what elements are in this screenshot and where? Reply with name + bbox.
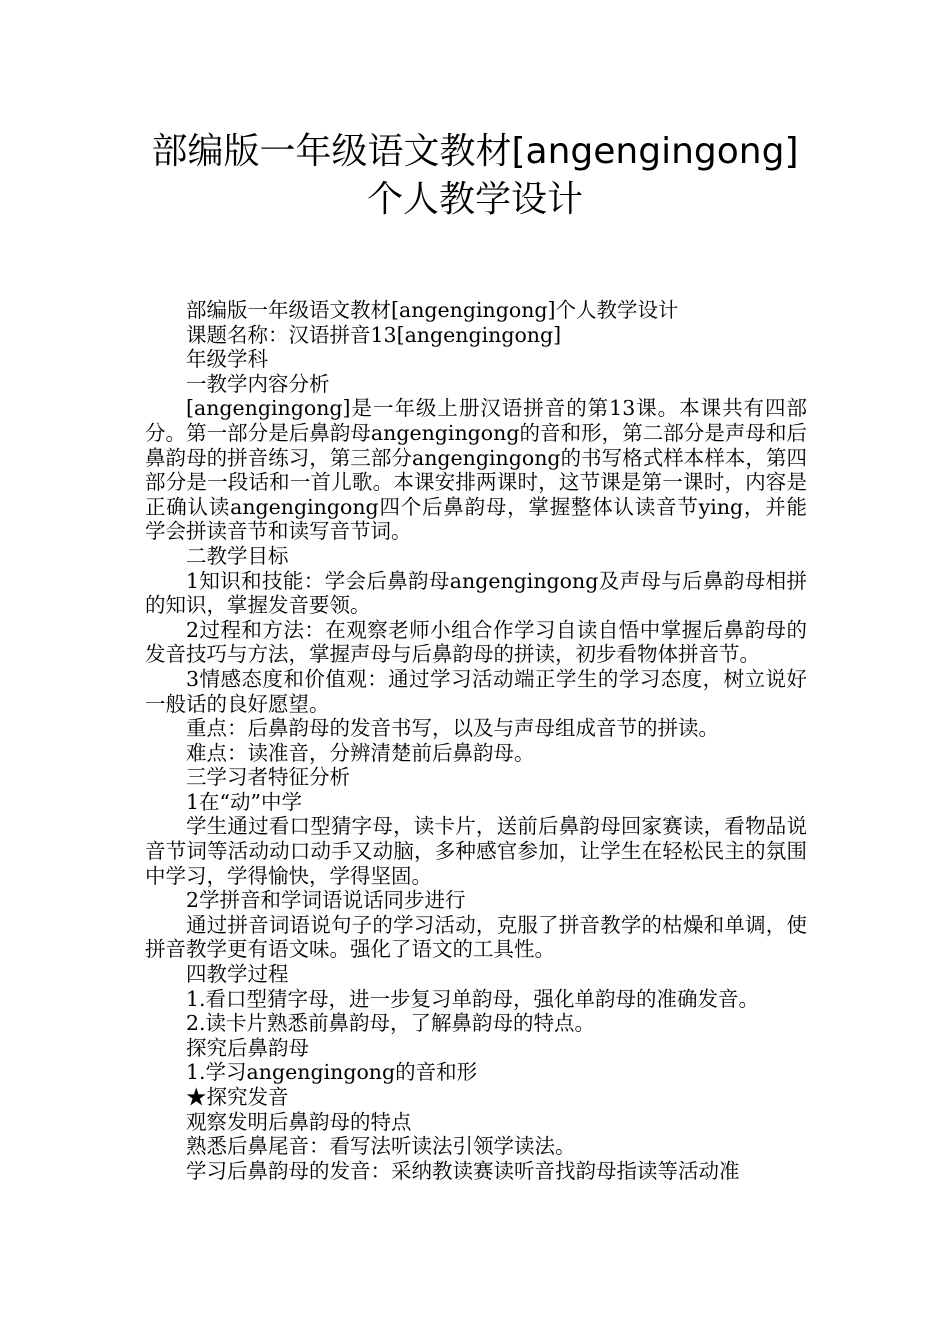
section-heading: 四教学过程 [186,962,289,987]
paragraph: ★探究发音 [186,1085,289,1109]
section-heading: 二教学目标 [186,543,289,568]
section-heading: 一教学内容分析 [186,371,330,396]
paragraph: 年级学科 [186,347,268,372]
section-heading: 三学习者特征分析 [186,765,350,790]
paragraph: 难点：读准音，分辨清楚前后鼻韵母。 [186,740,535,765]
paragraph: 通过拼音词语说句子的学习活动，克服了拼音教学的枯燥和单调，使拼音教学更有语文味。强化了语文的工具性。 [145,912,807,962]
paragraph: 课题名称：汉语拼音13[angengingong] [186,322,562,347]
paragraph: 3情感态度和价值观：通过学习活动端正学生的学习态度，树立说好一般话的良好愿望。 [145,666,807,716]
document-title [100,128,850,224]
paragraph: [angengingong]是一年级上册汉语拼音的第13课。本课共有四部分。第一部分是后鼻韵母angengingong的音和形，第二部分是声母和后鼻韵母的拼音练习，第三部分angengingong的书写格式样本样本，第四部分是一段话和一首儿歌。本课安排两课时，这节课是第一课时，内容是正确认读angengingong四个后鼻韵母，掌握整体认读音节ying，并能学会拼读音节和读写音节词。 [145,396,807,544]
paragraph: 1.学习angengingong的音和形 [186,1060,478,1085]
paragraph: 1在“动”中学 [186,789,303,814]
paragraph: 1.看口型猜字母，进一步复习单韵母，强化单韵母的准确发音。 [186,986,760,1011]
title-line-1: 部编版一年级语文教材[angengingong] [151,131,799,172]
document-body [145,298,807,1183]
title-line-2: 个人教学设计 [366,179,583,220]
paragraph: 观察发明后鼻韵母的特点 [186,1109,412,1134]
paragraph: 2过程和方法：在观察老师小组合作学习自读自悟中掌握后鼻韵母的发音技巧与方法，掌握声母与后鼻韵母的拼读，初步看物体拼音节。 [145,617,807,667]
paragraph: 重点：后鼻韵母的发音书写，以及与声母组成音节的拼读。 [186,716,719,741]
paragraph: 2.读卡片熟悉前鼻韵母，了解鼻韵母的特点。 [186,1011,596,1036]
paragraph: 2学拼音和学词语说话同步进行 [186,888,466,913]
paragraph: 学习后鼻韵母的发音：采纳教读赛读听音找韵母指读等活动准 [186,1158,740,1183]
paragraph: 部编版一年级语文教材[angengingong]个人教学设计 [186,298,679,322]
paragraph: 1知识和技能：学会后鼻韵母angengingong及声母与后鼻韵母相拼的知识，掌握发音要领。 [145,568,807,618]
paragraph: 学生通过看口型猜字母，读卡片，送前后鼻韵母回家赛读，看物品说音节词等活动动口动手又动脑，多种感官参加，让学生在轻松民主的氛围中学习，学得愉快，学得坚固。 [145,814,807,888]
paragraph: 熟悉后鼻尾音：看写法听读法引领学读法。 [186,1134,576,1159]
paragraph: 探究后鼻韵母 [186,1035,309,1060]
